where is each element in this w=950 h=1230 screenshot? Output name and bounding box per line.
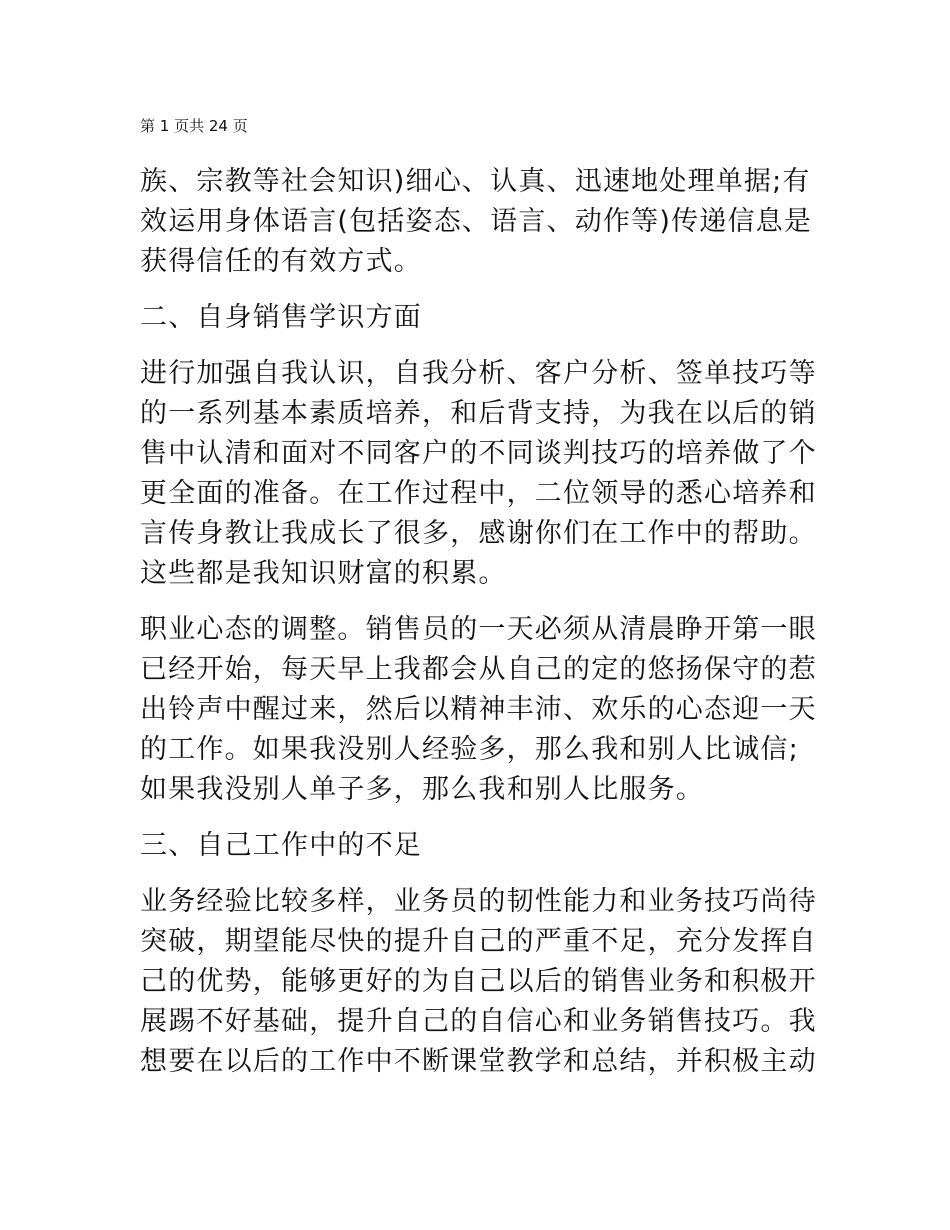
- section-heading-2: 二、自身销售学识方面: [140, 302, 422, 333]
- paragraph-3: 职业心态的调整。销售员的一天必须从清晨睁开第一眼已经开始，每天早上我都会从自己的定的悠扬保守的惹出铃声中醒过来，然后以精神丰沛、欢乐的心态迎一天的工作。如果我没别人经验多，那么我和别人比诚信;如果我没别人单子多，那么我和别人比服务。: [140, 614, 817, 805]
- paragraph-1: 族、宗教等社会知识)细心、认真、迅速地处理单据;有效运用身体语言(包括姿态、语言、动作等)传递信息是获得信任的有效方式。: [140, 166, 813, 277]
- paragraph-4: 业务经验比较多样，业务员的韧性能力和业务技巧尚待突破，期望能尽快的提升自己的严重不足，充分发挥自己的优势，能够更好的为自己以后的销售业务和积极开展踢不好基础，提升自己的自信心和业务销售技巧。我想要在以后的工作中不断课堂教学和总结，并积极主动: [140, 886, 817, 1077]
- page-indicator: 第 1 页共 24 页: [140, 117, 248, 135]
- document-body: [140, 162, 820, 1082]
- section-heading-3: 三、自己工作中的不足: [140, 830, 422, 861]
- paragraph-2: 进行加强自我认识，自我分析、客户分析、签单技巧等的一系列基本素质培养，和后背支持，为我在以后的销售中认清和面对不同客户的不同谈判技巧的培养做了个更全面的准备。在工作过程中，二位领导的悉心培养和言传身教让我成长了很多，感谢你们在工作中的帮助。这些都是我知识财富的积累。: [140, 358, 817, 589]
